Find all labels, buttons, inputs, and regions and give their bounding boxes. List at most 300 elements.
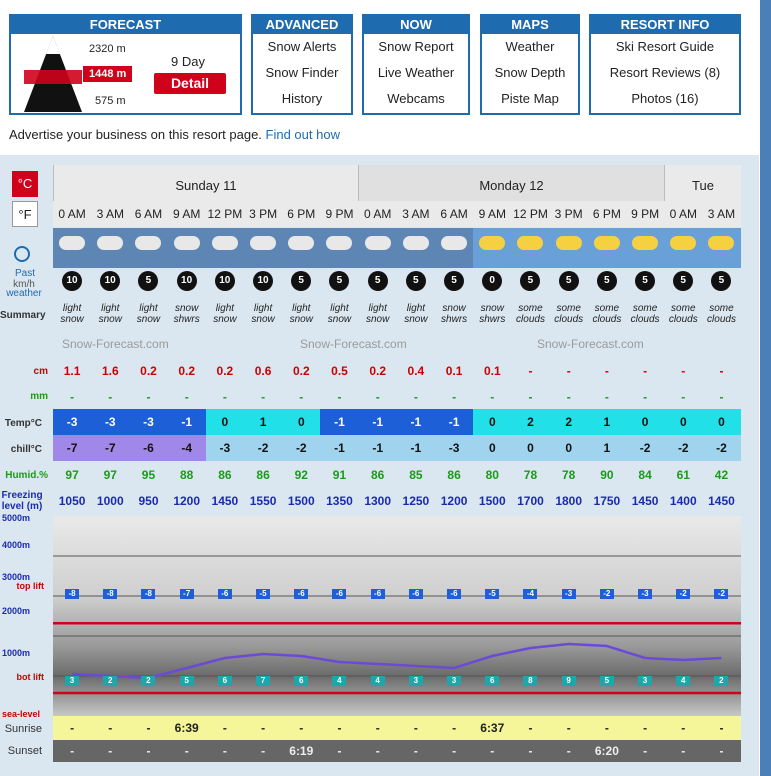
weather-icon — [359, 228, 397, 268]
chill-cell: -1 — [359, 435, 397, 461]
temp-cell: -1 — [320, 409, 358, 435]
humidity-cell: 80 — [485, 468, 499, 482]
sunset-cell: - — [452, 744, 457, 758]
snow-cloud-icon — [97, 236, 123, 250]
top-lift-temp: -3 — [562, 589, 576, 599]
sunrise-cell: - — [528, 721, 533, 735]
freezing-cell: 1350 — [326, 494, 353, 508]
top-lift-temp: -6 — [409, 589, 423, 599]
webcams-link[interactable]: Webcams — [387, 91, 445, 106]
humidity-cell: 88 — [180, 468, 194, 482]
humidity-cell: 61 — [676, 468, 690, 482]
humidity-cell: 86 — [256, 468, 270, 482]
temp-cell: 0 — [473, 409, 511, 435]
wind-badge: 5 — [329, 271, 349, 291]
sea-level-label: sea-level — [2, 709, 41, 719]
summary-cell: some clouds — [668, 303, 698, 325]
rain-cell: - — [490, 390, 495, 404]
wind-badge: 5 — [711, 271, 731, 291]
rain-cell: - — [108, 390, 113, 404]
rain-cell: - — [375, 390, 380, 404]
temp-cell: 0 — [282, 409, 320, 435]
sunset-cell: - — [566, 744, 571, 758]
time-header: 9 AM — [473, 201, 511, 227]
sunrise-cell: - — [261, 721, 266, 735]
resort-info-box — [589, 14, 741, 115]
time-header: 3 AM — [91, 201, 129, 227]
time-header: 6 AM — [435, 201, 473, 227]
sunset-label: Sunset — [7, 745, 42, 757]
snow-cell: 1.1 — [63, 364, 81, 378]
maps-header: MAPS — [482, 16, 578, 34]
temp-cell: -3 — [91, 409, 129, 435]
freezing-cell: 1700 — [517, 494, 544, 508]
snow-cell: - — [528, 364, 533, 378]
top-lift-temp: -6 — [294, 589, 308, 599]
history-link[interactable]: History — [281, 91, 323, 106]
maps-box — [480, 14, 580, 115]
snow-cell: - — [681, 364, 686, 378]
sunset-cell: - — [70, 744, 75, 758]
resort-reviews-link[interactable]: Resort Reviews (8) — [609, 65, 721, 80]
top-lift-temp: -6 — [371, 589, 385, 599]
snow-cloud-icon — [174, 236, 200, 250]
weather-icon — [129, 228, 167, 268]
sunrise-cell: - — [70, 721, 75, 735]
sunset-cell: - — [719, 744, 724, 758]
chill-cell: -2 — [626, 435, 664, 461]
bot-lift-temp: 6 — [218, 676, 232, 686]
alt-4000-label: 4000m — [2, 540, 31, 550]
sun-cloud-icon — [708, 236, 734, 250]
chill-cell: -2 — [244, 435, 282, 461]
bot-lift-temp: 6 — [294, 676, 308, 686]
snow-cell: - — [643, 364, 648, 378]
top-lift-temp: -5 — [485, 589, 499, 599]
sunset-cell: 6:20 — [594, 744, 619, 758]
chill-cell: -1 — [397, 435, 435, 461]
elevation-top[interactable]: 2320 m — [89, 43, 126, 55]
humidity-cell: 78 — [523, 468, 538, 482]
bot-lift-temp: 2 — [714, 676, 728, 686]
sunrise-cell: - — [681, 721, 686, 735]
snow-cell: 0.5 — [331, 364, 348, 378]
sun-cloud-icon — [670, 236, 696, 250]
weather-icon — [550, 228, 588, 268]
time-header: 3 AM — [702, 201, 740, 227]
summary-cell: light snow — [289, 303, 313, 325]
wind-badge: 5 — [559, 271, 579, 291]
chill-cell: 1 — [588, 435, 626, 461]
time-header: 6 PM — [282, 201, 320, 227]
humidity-cell: 86 — [371, 468, 385, 482]
ski-resort-guide-link[interactable]: Ski Resort Guide — [615, 39, 715, 54]
weather-icon — [282, 228, 320, 268]
freezing-cell: 1450 — [211, 494, 239, 508]
summary-cell: snow shwrs — [479, 303, 506, 325]
past-label[interactable]: Past — [14, 268, 35, 279]
weather-icon — [320, 228, 358, 268]
weather-icon — [435, 228, 473, 268]
time-header: 3 PM — [550, 201, 588, 227]
snow-cell: 0.1 — [483, 364, 501, 378]
sunset-cell: - — [528, 744, 533, 758]
humidity-label: Humid.% — [5, 470, 48, 481]
alt-3000-label: 3000m — [2, 572, 31, 582]
top-lift-temp: -8 — [103, 589, 117, 599]
rain-cell: - — [70, 390, 75, 404]
time-header: 0 AM — [53, 201, 91, 227]
snow-cell: - — [719, 364, 724, 378]
humidity-cell: 78 — [562, 468, 576, 482]
snow-report-link[interactable]: Snow Report — [378, 39, 454, 54]
advert-text — [9, 127, 340, 142]
freezing-cell: 1450 — [631, 494, 659, 508]
wind-unit-label: km/h — [13, 279, 35, 290]
sunset-cell: - — [681, 744, 686, 758]
time-header: 3 PM — [244, 201, 282, 227]
rain-cell: - — [681, 390, 686, 404]
day-header-tuesday: Tue — [664, 165, 741, 201]
summary-cell: light snow — [366, 303, 390, 325]
sunrise-cell: - — [337, 721, 342, 735]
weather-icon — [473, 228, 511, 268]
snow-cell: - — [604, 364, 609, 378]
sunrise-cell: - — [375, 721, 380, 735]
temp-cell: -3 — [53, 409, 91, 435]
sunset-cell: - — [184, 744, 189, 758]
rain-cell: - — [643, 390, 648, 404]
bot-lift-label: bot lift — [16, 672, 44, 682]
summary-cell: snow shwrs — [173, 303, 200, 325]
chill-cell: -7 — [91, 435, 129, 461]
watermark-2: Snow-Forecast.com — [300, 337, 407, 351]
snow-cloud-icon — [135, 236, 161, 250]
weather-icon — [91, 228, 129, 268]
sunrise-cell: - — [719, 721, 724, 735]
rain-cell: - — [261, 390, 266, 404]
watermark-3: Snow-Forecast.com — [537, 337, 644, 351]
temp-cell: 1 — [244, 409, 282, 435]
sunrise-cell: - — [566, 721, 571, 735]
celsius-button[interactable]: °C — [12, 171, 38, 197]
sunrise-cell: - — [108, 721, 113, 735]
snow-cloud-icon — [288, 236, 314, 250]
clock-icon — [14, 246, 30, 262]
elevation-mid[interactable]: 1448 m — [83, 66, 132, 82]
snow-cell: 0.2 — [369, 364, 387, 378]
snow-cell: 1.6 — [101, 364, 119, 378]
advert-message: Advertise your business on this resort page. — [9, 127, 266, 142]
top-lift-temp: -4 — [523, 589, 537, 599]
rain-cell: - — [604, 390, 609, 404]
past-weather-label[interactable]: weather — [6, 288, 42, 299]
temp-cell: -1 — [359, 409, 397, 435]
advanced-header: ADVANCED — [253, 16, 351, 34]
sunset-cell: - — [643, 744, 648, 758]
fahrenheit-button[interactable]: °F — [12, 201, 38, 227]
weather-icon — [626, 228, 664, 268]
freezing-level-line — [72, 644, 721, 678]
sunset-cell: - — [413, 744, 418, 758]
wind-badge: 5 — [597, 271, 617, 291]
summary-cell: light snow — [327, 303, 352, 325]
temp-cell: 0 — [206, 409, 244, 435]
chill-cell: 0 — [550, 435, 588, 461]
time-header: 12 PM — [206, 201, 244, 227]
altitude-chart-overlay — [53, 516, 741, 716]
temp-cell: -3 — [129, 409, 167, 435]
sunrise-cell: 6:39 — [174, 721, 199, 735]
top-lift-temp: -3 — [638, 589, 652, 599]
summary-cell: some clouds — [707, 303, 736, 325]
rain-cell: - — [719, 390, 724, 404]
top-lift-temp: -5 — [256, 589, 270, 599]
wind-badge: 0 — [482, 271, 502, 291]
rain-cell: - — [299, 390, 304, 404]
live-weather-link[interactable]: Live Weather — [377, 65, 455, 80]
rain-cell: - — [184, 390, 189, 404]
freezing-label: Freezing level (m) — [1, 490, 43, 512]
summary-cell: some clouds — [630, 303, 660, 325]
snow-cloud-icon — [212, 236, 238, 250]
weather-map-link[interactable]: Weather — [505, 39, 555, 54]
snow-cloud-icon — [365, 236, 391, 250]
snow-finder-link[interactable]: Snow Finder — [265, 65, 339, 80]
sun-cloud-icon — [479, 236, 505, 250]
rain-cell: - — [528, 390, 533, 404]
temp-cell: -1 — [397, 409, 435, 435]
now-header: NOW — [364, 16, 468, 34]
forecast-header: FORECAST — [11, 16, 240, 34]
elevation-bottom[interactable]: 575 m — [95, 95, 126, 107]
humidity-cell: 97 — [65, 468, 79, 482]
rain-cell: - — [566, 390, 571, 404]
temp-cell: 1 — [588, 409, 626, 435]
now-box — [362, 14, 470, 115]
freezing-cell: 1300 — [364, 494, 392, 508]
weather-icon — [168, 228, 206, 268]
photos-link[interactable]: Photos (16) — [631, 91, 699, 106]
sunset-cell: - — [222, 744, 227, 758]
time-header: 9 AM — [168, 201, 206, 227]
summary-cell: some clouds — [516, 303, 545, 325]
wind-badge: 5 — [673, 271, 693, 291]
bot-lift-temp: 9 — [562, 676, 576, 686]
time-header: 6 PM — [588, 201, 626, 227]
weather-icon — [397, 228, 435, 268]
time-header: 6 AM — [129, 201, 167, 227]
summary-cell: light snow — [251, 303, 275, 325]
sun-cloud-icon — [517, 236, 543, 250]
snow-cloud-icon — [250, 236, 276, 250]
bot-lift-temp: 3 — [638, 676, 652, 686]
bot-lift-temp: 5 — [600, 676, 614, 686]
snow-cloud-icon — [59, 236, 85, 250]
wind-badge: 5 — [520, 271, 540, 291]
bot-lift-temp: 6 — [485, 676, 499, 686]
temp-cell: 2 — [511, 409, 549, 435]
freezing-cell: 1500 — [478, 494, 506, 508]
summary-cell: some clouds — [554, 303, 584, 325]
bot-lift-temp: 4 — [371, 676, 385, 686]
bot-lift-temp: 3 — [409, 676, 423, 686]
freezing-cell: 1250 — [402, 494, 430, 508]
freezing-cell: 1050 — [58, 494, 86, 508]
chill-cell: -4 — [168, 435, 206, 461]
freezing-cell: 1800 — [555, 494, 583, 508]
weather-icon — [206, 228, 244, 268]
summary-cell: snow shwrs — [441, 303, 468, 325]
wind-badge: 5 — [368, 271, 388, 291]
rain-cell: - — [452, 390, 457, 404]
time-header: 9 PM — [626, 201, 664, 227]
snow-cell: - — [566, 364, 571, 378]
summary-label: Summary — [0, 310, 46, 321]
top-lift-temp: -7 — [180, 589, 194, 599]
freezing-cell: 1200 — [440, 494, 468, 508]
bot-lift-temp: 3 — [65, 676, 79, 686]
snow-label: cm — [33, 366, 48, 377]
humidity-cell: 84 — [638, 468, 652, 482]
snow-cell: 0.6 — [254, 364, 272, 378]
weather-icon — [588, 228, 626, 268]
piste-map-link[interactable]: Piste Map — [501, 91, 559, 106]
temp-cell: -1 — [168, 409, 206, 435]
temp-cell: 0 — [664, 409, 702, 435]
wind-badge: 10 — [62, 271, 82, 291]
detail-button[interactable]: Detail — [154, 73, 226, 94]
sunrise-cell: - — [413, 721, 418, 735]
top-lift-temp: -8 — [141, 589, 155, 599]
chill-cell: -7 — [53, 435, 91, 461]
snow-cell: 0.1 — [445, 364, 463, 378]
sunrise-cell: - — [146, 721, 151, 735]
sunset-cell: - — [146, 744, 151, 758]
sunrise-cell: 6:37 — [480, 721, 505, 735]
freezing-cell: 1450 — [708, 494, 735, 508]
right-scroll-edge — [760, 0, 771, 776]
alt-2000-label: 2000m — [2, 606, 31, 616]
chill-cell: 0 — [511, 435, 549, 461]
freezing-cell: 1550 — [249, 494, 277, 508]
wind-badge: 5 — [635, 271, 655, 291]
top-lift-label: top lift — [16, 581, 44, 591]
mountain-icon — [24, 36, 82, 112]
chill-cell: -3 — [435, 435, 473, 461]
wind-badge: 10 — [100, 271, 120, 291]
snow-depth-link[interactable]: Snow Depth — [494, 65, 566, 80]
wind-badge: 10 — [253, 271, 273, 291]
chill-cell: 0 — [473, 435, 511, 461]
snow-cell: 0.2 — [178, 364, 196, 378]
wind-badge: 5 — [138, 271, 158, 291]
advert-link[interactable]: Find out how — [265, 127, 340, 142]
chill-cell: -2 — [282, 435, 320, 461]
advanced-box — [251, 14, 353, 115]
chill-cell: -3 — [206, 435, 244, 461]
weather-icon — [664, 228, 702, 268]
weather-icon — [244, 228, 282, 268]
bot-lift-temp: 8 — [523, 676, 537, 686]
sun-cloud-icon — [594, 236, 620, 250]
wind-badge: 10 — [177, 271, 197, 291]
watermark-1: Snow-Forecast.com — [62, 337, 169, 351]
sunrise-cell: - — [643, 721, 648, 735]
forecast-box — [9, 14, 242, 115]
sunset-cell: 6:19 — [289, 744, 314, 758]
snow-cell: 0.2 — [140, 364, 157, 378]
rain-cell: - — [337, 390, 342, 404]
snow-cell: 0.4 — [407, 364, 425, 378]
chill-label: chill°C — [10, 444, 42, 455]
time-header: 0 AM — [664, 201, 702, 227]
sunrise-cell: - — [452, 721, 457, 735]
freezing-cell: 1200 — [173, 494, 201, 508]
snow-cell: 0.2 — [216, 364, 234, 378]
weather-icon — [702, 228, 740, 268]
chill-cell: -2 — [664, 435, 702, 461]
humidity-cell: 92 — [294, 468, 308, 482]
wind-badge: 10 — [215, 271, 235, 291]
humidity-cell: 97 — [103, 468, 117, 482]
humidity-cell: 85 — [409, 468, 423, 482]
wind-badge: 5 — [406, 271, 426, 291]
top-lift-temp: -2 — [676, 589, 690, 599]
humidity-cell: 86 — [447, 468, 461, 482]
forecast-days-label: 9 Day — [171, 54, 205, 69]
top-lift-temp: -6 — [332, 589, 346, 599]
top-lift-temp: -6 — [218, 589, 232, 599]
bot-lift-temp: 2 — [103, 676, 117, 686]
chill-cell: -2 — [702, 435, 740, 461]
bot-lift-temp: 3 — [447, 676, 461, 686]
bot-lift-temp: 7 — [256, 676, 270, 686]
top-lift-temp: -6 — [447, 589, 461, 599]
summary-cell: some clouds — [592, 303, 622, 325]
sun-cloud-icon — [632, 236, 658, 250]
sun-cloud-icon — [556, 236, 582, 250]
alt-1000-label: 1000m — [2, 648, 31, 658]
freezing-cell: 1000 — [96, 494, 124, 508]
day-header-monday: Monday 12 — [358, 165, 664, 201]
sunrise-cell: - — [299, 721, 304, 735]
chill-cell: -1 — [320, 435, 358, 461]
time-header: 12 PM — [511, 201, 549, 227]
wind-badge: 5 — [444, 271, 464, 291]
resort-info-header: RESORT INFO — [591, 16, 739, 34]
sunset-cell: - — [490, 744, 495, 758]
freezing-cell: 1750 — [593, 494, 621, 508]
snow-alerts-link[interactable]: Snow Alerts — [267, 39, 337, 54]
time-header: 3 AM — [397, 201, 435, 227]
humidity-cell: 95 — [141, 468, 156, 482]
sunset-cell: - — [108, 744, 113, 758]
summary-cell: light snow — [136, 303, 161, 325]
summary-cell: light snow — [60, 303, 84, 325]
snow-cloud-icon — [326, 236, 352, 250]
time-header: 9 PM — [320, 201, 358, 227]
sunrise-label: Sunrise — [4, 723, 42, 735]
bot-lift-temp: 4 — [332, 676, 346, 686]
humidity-cell: 42 — [714, 468, 729, 482]
temp-cell: 0 — [702, 409, 740, 435]
bot-lift-temp: 5 — [180, 676, 194, 686]
sunset-cell: - — [261, 744, 266, 758]
humidity-cell: 90 — [600, 468, 614, 482]
sunrise-cell: - — [604, 721, 609, 735]
weather-icon — [53, 228, 91, 268]
